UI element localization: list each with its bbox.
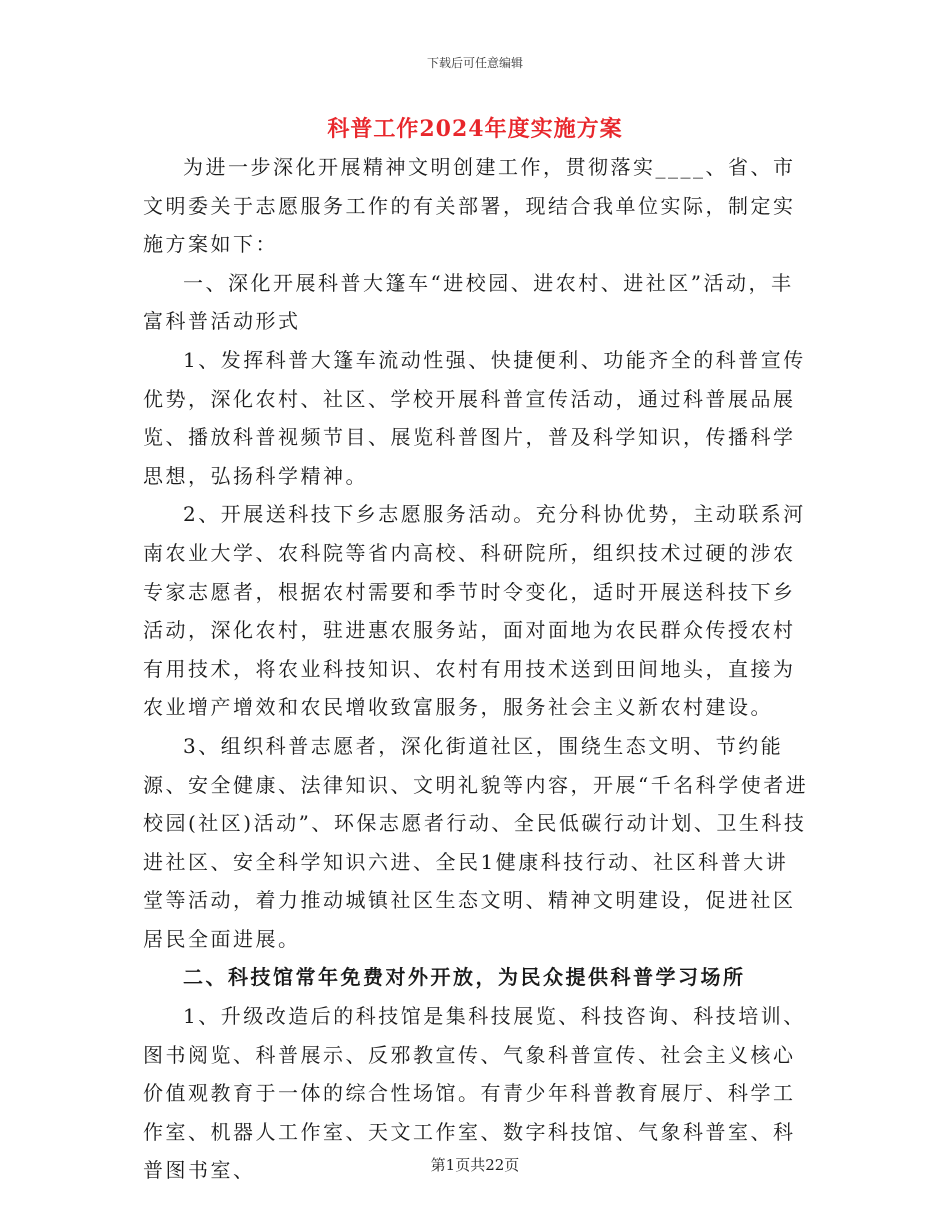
document-body — [143, 148, 809, 1190]
document-title: 科普工作2024年度实施方案 — [327, 116, 623, 142]
section-heading-2: 二、科技馆常年免费对外开放，为民众提供科普学习场所 — [183, 965, 746, 990]
header-note: 下载后可任意编辑 — [426, 56, 523, 70]
section-heading-1: 一、深化开展科普大篷车“进校园、进农村、进社区”活动，丰富科普活动形式 — [143, 270, 794, 334]
intro-paragraph: 为进一步深化开展精神文明创建工作，贯彻落实____、省、市文明委关于志愿服务工作的有关部署，现结合我单位实际，制定实施方案如下： — [143, 155, 796, 257]
paragraph-1-2: 2、开展送科技下乡志愿服务活动。充分科协优势，主动联系河南农业大学、农科院等省内高校、科研院所，组织技术过硬的涉农专家志愿者，根据农村需要和季节时令变化，适时开展送科技下乡活动，深化农村，驻进惠农服务站，面对面地为农民群众传授农村有用技术，将农业科技知识、农村有用技术送到田间地头，直接为农业增产增效和农民增收致富服务，服务社会主义新农村建设。 — [143, 502, 806, 720]
paragraph-2-1: 1、升级改造后的科技馆是集科技展览、科技咨询、科技培训、图书阅览、科普展示、反邪教宣传、气象科普宣传、社会主义核心价值观教育于一体的综合性场馆。有青少年科普教育展厅、科学工作室、机器人工作室、天文工作室、数字科技馆、气象科普室、科普图书室、 — [143, 1004, 806, 1183]
paragraph-1-1: 1、发挥科普大篷车流动性强、快捷便利、功能齐全的科普宣传优势，深化农村、社区、学校开展科普宣传活动，通过科普展品展览、播放科普视频节目、展览科普图片，普及科学知识，传播科学思想，弘扬科学精神。 — [143, 347, 806, 488]
page-footer: 第1页共22页 — [430, 1156, 520, 1174]
paragraph-1-3: 3、组织科普志愿者，深化街道社区，围绕生态文明、节约能源、安全健康、法律知识、文明礼貌等内容，开展“千名科学使者进校园(社区)活动”、环保志愿者行动、全民低碳行动计划、卫生科技进社区、安全科学知识六进、全民1健康科技行动、社区科普大讲堂等活动，着力推动城镇社区生态文明、精神文明建设，促进社区居民全面进展。 — [143, 733, 809, 951]
